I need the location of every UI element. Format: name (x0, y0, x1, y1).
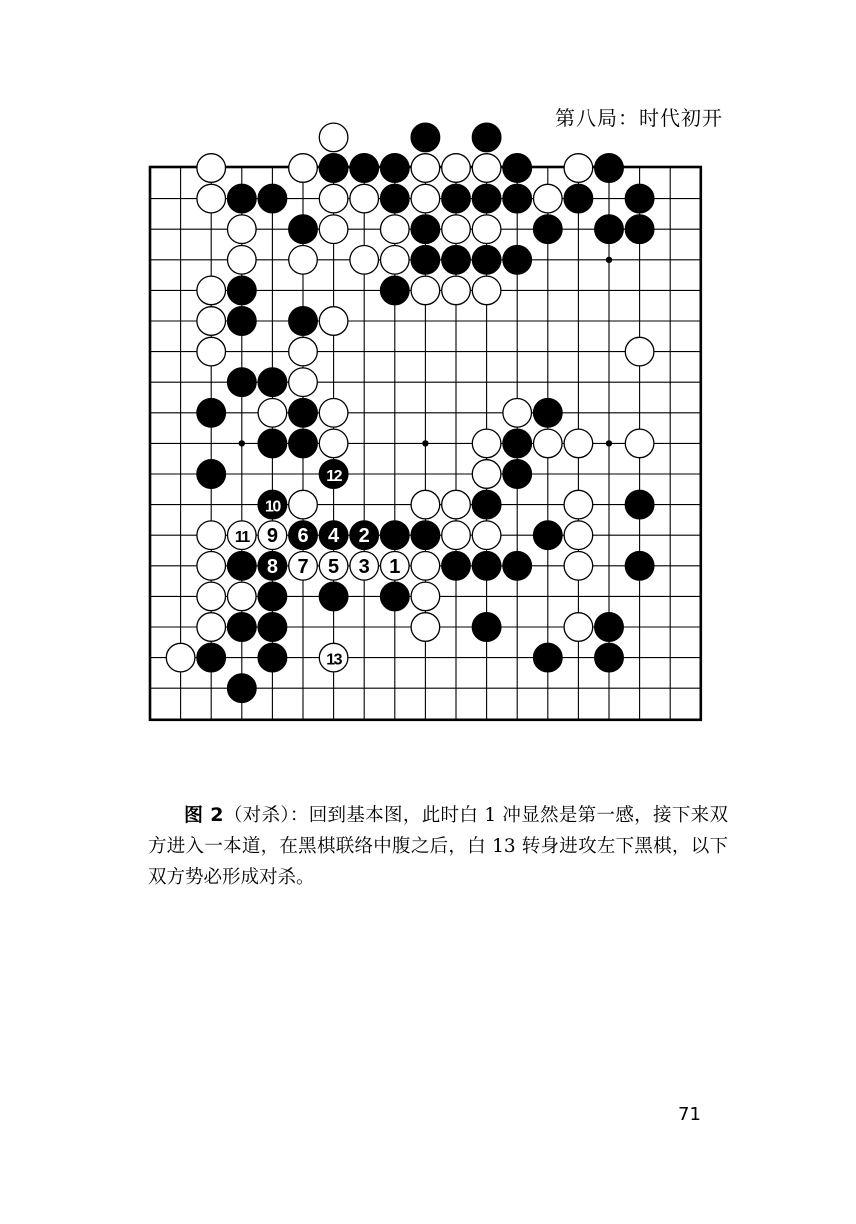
black-stone (228, 613, 257, 642)
black-stone (258, 613, 287, 642)
white-stone (442, 276, 471, 305)
black-stone (228, 552, 257, 581)
white-stone (258, 521, 287, 550)
white-stone (625, 429, 654, 458)
star-point (422, 440, 428, 446)
white-stone (197, 613, 226, 642)
white-stone (564, 552, 593, 581)
black-stone (442, 552, 471, 581)
black-stone (258, 643, 287, 672)
white-stone (411, 154, 440, 183)
black-stone (228, 674, 257, 703)
black-stone (595, 215, 624, 244)
black-stone (503, 245, 532, 274)
white-stone (564, 429, 593, 458)
white-stone (289, 368, 318, 397)
black-stone (258, 552, 287, 581)
white-stone (228, 521, 257, 550)
white-stone (472, 276, 501, 305)
black-stone (258, 490, 287, 519)
black-stone (381, 582, 410, 611)
white-stone (625, 337, 654, 366)
white-stone (319, 429, 348, 458)
white-stone (534, 429, 563, 458)
black-stone (503, 154, 532, 183)
black-stone (472, 613, 501, 642)
star-point (606, 257, 612, 263)
white-stone (411, 276, 440, 305)
figure-caption (148, 800, 728, 893)
caption-paragraph (148, 800, 728, 893)
white-stone (197, 154, 226, 183)
white-stone (197, 276, 226, 305)
black-stone (534, 643, 563, 672)
black-stone (258, 429, 287, 458)
white-stone (564, 521, 593, 550)
black-stone (197, 643, 226, 672)
black-stone (625, 490, 654, 519)
figure-label: 图 2 (184, 804, 224, 826)
black-stone (472, 245, 501, 274)
black-stone (289, 307, 318, 336)
black-stone (289, 215, 318, 244)
white-stone (319, 399, 348, 428)
black-stone (289, 521, 318, 550)
white-stone (411, 184, 440, 213)
black-stone (411, 521, 440, 550)
black-stone (503, 460, 532, 489)
black-stone (197, 460, 226, 489)
black-stone (381, 154, 410, 183)
black-stone (472, 184, 501, 213)
white-stone (442, 490, 471, 519)
black-stone (595, 154, 624, 183)
white-stone (197, 307, 226, 336)
white-stone (350, 245, 379, 274)
black-stone (625, 552, 654, 581)
move-number: 4 (328, 525, 340, 548)
black-stone (289, 429, 318, 458)
move-number: 13 (326, 651, 341, 669)
white-stone (258, 399, 287, 428)
black-stone (258, 184, 287, 213)
white-stone (350, 552, 379, 581)
black-stone (625, 215, 654, 244)
black-stone (534, 215, 563, 244)
black-stone (381, 184, 410, 213)
white-stone (197, 521, 226, 550)
black-stone (228, 368, 257, 397)
white-stone (381, 215, 410, 244)
white-stone (289, 490, 318, 519)
white-stone (228, 245, 257, 274)
page-number: 71 (678, 1104, 701, 1125)
white-stone (503, 399, 532, 428)
white-stone (472, 429, 501, 458)
white-stone (228, 582, 257, 611)
black-stone (289, 399, 318, 428)
white-stone (381, 245, 410, 274)
white-stone (197, 184, 226, 213)
white-stone (289, 337, 318, 366)
white-stone (564, 154, 593, 183)
move-number: 10 (265, 498, 280, 516)
white-stone (472, 460, 501, 489)
white-stone (534, 184, 563, 213)
black-stone (534, 399, 563, 428)
black-stone (564, 184, 593, 213)
star-point (239, 440, 245, 446)
white-stone (472, 215, 501, 244)
star-point (606, 440, 612, 446)
running-header: 第八局：时代初开 (555, 106, 723, 130)
black-stone (381, 276, 410, 305)
black-stone (228, 276, 257, 305)
black-stone (350, 521, 379, 550)
move-number: 2 (358, 525, 370, 548)
white-stone (197, 582, 226, 611)
black-stone (503, 184, 532, 213)
black-stone (258, 368, 287, 397)
black-stone (472, 552, 501, 581)
black-stone (595, 643, 624, 672)
black-stone (411, 123, 440, 152)
white-stone (564, 490, 593, 519)
black-stone (503, 552, 532, 581)
white-stone (472, 154, 501, 183)
white-stone (319, 123, 348, 152)
white-stone (411, 490, 440, 519)
black-stone (472, 123, 501, 152)
black-stone (350, 154, 379, 183)
move-number: 9 (266, 525, 278, 548)
black-stone (258, 582, 287, 611)
black-stone (411, 215, 440, 244)
white-stone (472, 521, 501, 550)
white-stone (319, 307, 348, 336)
white-stone (411, 552, 440, 581)
white-stone (197, 552, 226, 581)
white-stone (197, 337, 226, 366)
black-stone (381, 521, 410, 550)
black-stone (625, 184, 654, 213)
white-stone (228, 215, 257, 244)
black-stone (472, 490, 501, 519)
move-number: 8 (266, 555, 278, 578)
white-stone (289, 245, 318, 274)
white-stone (319, 184, 348, 213)
white-stone (411, 613, 440, 642)
white-stone (442, 521, 471, 550)
move-number: 11 (234, 529, 249, 547)
white-stone (166, 643, 195, 672)
black-stone (442, 184, 471, 213)
white-stone (442, 215, 471, 244)
black-stone (228, 307, 257, 336)
black-stone (319, 460, 348, 489)
move-number: 6 (297, 525, 309, 548)
black-stone (411, 245, 440, 274)
white-stone (319, 643, 348, 672)
white-stone (289, 154, 318, 183)
white-stone (381, 552, 410, 581)
black-stone (319, 582, 348, 611)
move-number: 7 (297, 555, 309, 578)
white-stone (564, 613, 593, 642)
white-stone (442, 154, 471, 183)
move-number: 12 (326, 468, 341, 485)
black-stone (503, 429, 532, 458)
black-stone (197, 399, 226, 428)
white-stone (289, 552, 318, 581)
move-number: 5 (328, 555, 340, 578)
black-stone (228, 184, 257, 213)
move-number: 3 (358, 555, 370, 578)
white-stone (411, 582, 440, 611)
black-stone (442, 245, 471, 274)
black-stone (319, 521, 348, 550)
white-stone (319, 215, 348, 244)
black-stone (319, 154, 348, 183)
black-stone (534, 521, 563, 550)
move-number: 1 (389, 555, 401, 578)
black-stone (595, 613, 624, 642)
white-stone (319, 552, 348, 581)
caption-text: （对杀）：回到基本图，此时白 1 冲显然是第一感，接下来双方进入一本道，在黑棋联络中腹之后，白 13 转身进攻左下黑棋，以下双方势必形成对杀。 (148, 805, 728, 888)
white-stone (350, 184, 379, 213)
